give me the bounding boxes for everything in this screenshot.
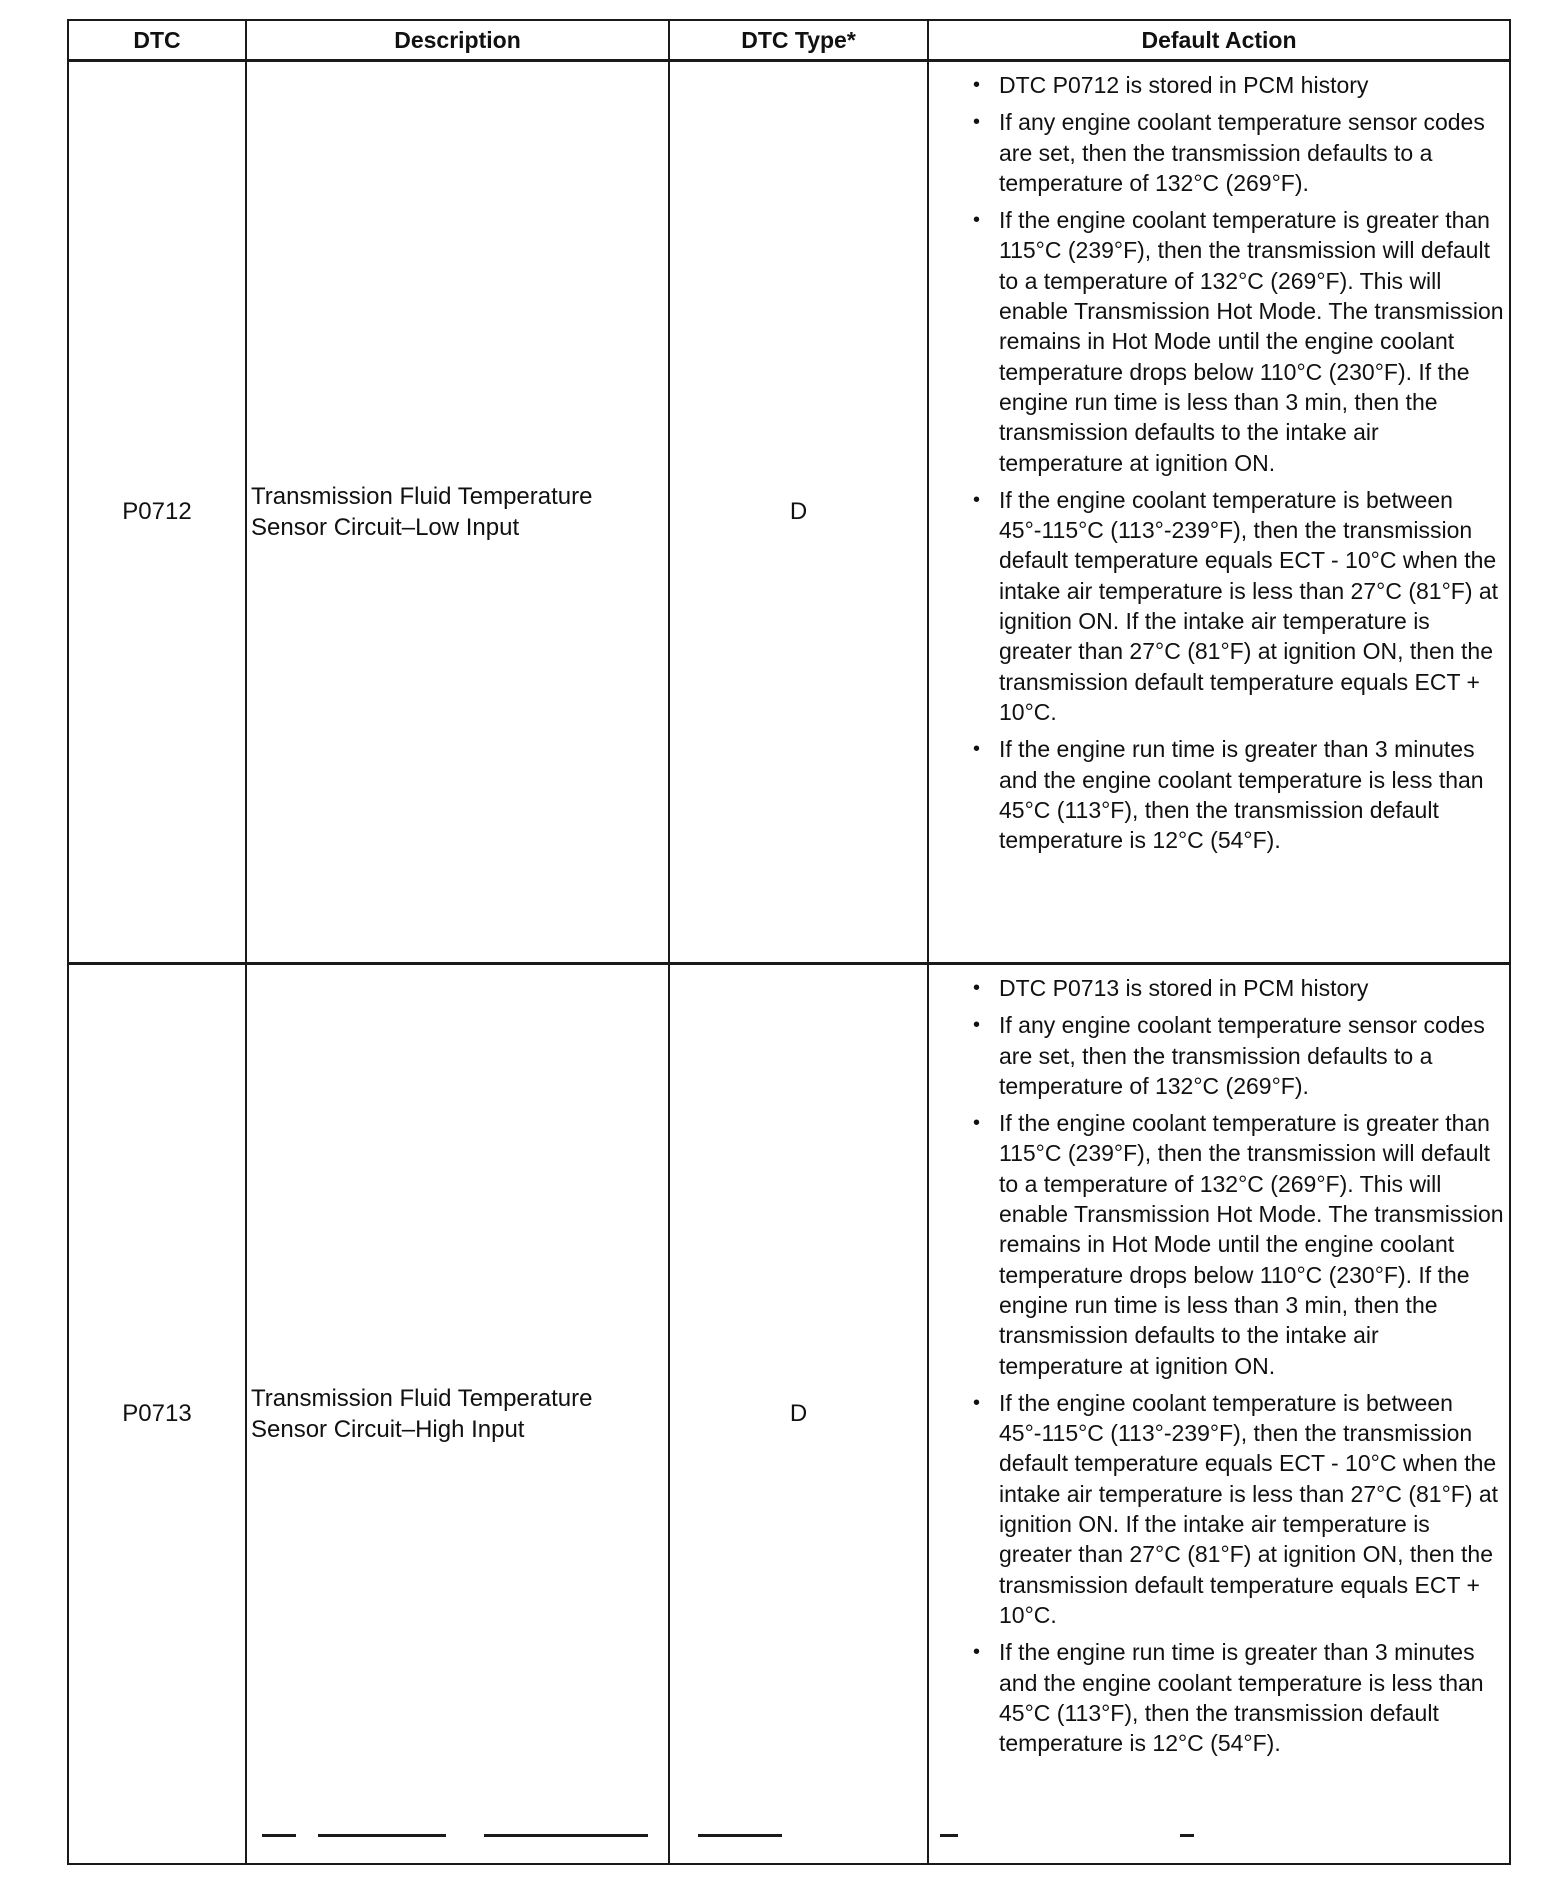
scan-dash-mark bbox=[262, 1834, 296, 1837]
header-default-action: Default Action bbox=[928, 20, 1510, 61]
list-item bbox=[929, 485, 1505, 727]
default-action-cell bbox=[928, 61, 1510, 964]
header-dtc-type: DTC Type* bbox=[669, 20, 928, 61]
bullet-icon: • bbox=[973, 111, 981, 134]
list-item bbox=[929, 107, 1505, 198]
bullet-icon: • bbox=[973, 738, 981, 761]
scan-dash-mark bbox=[318, 1834, 446, 1837]
bullet-icon: • bbox=[973, 977, 981, 999]
scan-dash-mark bbox=[698, 1834, 782, 1837]
bullet-icon: • bbox=[973, 1641, 981, 1664]
action-text: DTC P0712 is stored in PCM history bbox=[999, 72, 1369, 98]
header-description: Description bbox=[246, 20, 669, 61]
list-item bbox=[929, 1108, 1505, 1381]
action-text: If the engine coolant temperature is between 45°-115°C (113°-239°F), then the transmission default temperature equals ECT - 10°C when the intake air temperature is less than 27°C (81°F) at ignition ON. If the intake air temperature is greater than 27°C (81°F) at ignition ON, then the transmission default temperature equals ECT + 10°C. bbox=[999, 1389, 1499, 1628]
action-text: If the engine coolant temperature is between 45°-115°C (113°-239°F), then the transmission default temperature equals ECT - 10°C when the intake air temperature is less than 27°C (81°F) at ignition ON. If the intake air temperature is greater than 27°C (81°F) at ignition ON, then the transmission default temperature equals ECT + 10°C. bbox=[999, 486, 1499, 725]
list-item bbox=[929, 1637, 1505, 1758]
scan-dash-mark bbox=[484, 1834, 648, 1837]
bullet-icon: • bbox=[973, 1391, 981, 1414]
action-text: If the engine run time is greater than 3 minutes and the engine coolant temperature is less than 45°C (113°F), then the transmission default temperature is 12°C (54°F). bbox=[999, 736, 1484, 854]
bullet-icon: • bbox=[973, 74, 981, 96]
table-body bbox=[68, 61, 1510, 1865]
table-row bbox=[68, 964, 1510, 1865]
dtc-code: P0713 bbox=[68, 964, 246, 1865]
default-action-list bbox=[929, 70, 1505, 855]
action-text: If the engine coolant temperature is greater than 115°C (239°F), then the transmission will default to a temperature of 132°C (269°F). This will enable Transmission Hot Mode. The transmission remains in Hot Mode until the engine coolant temperature drops below 110°C (230°F). If the engine run time is less than 3 min, then the transmission defaults to the intake air temperature at ignition ON. bbox=[999, 207, 1504, 476]
bullet-icon: • bbox=[973, 488, 981, 511]
list-item bbox=[929, 205, 1505, 478]
dtc-type: D bbox=[669, 964, 928, 1865]
action-text: If any engine coolant temperature sensor codes are set, then the transmission defaults to a temperature of 132°C (269°F). bbox=[999, 109, 1485, 196]
table-row bbox=[68, 61, 1510, 964]
list-item bbox=[929, 1388, 1505, 1630]
action-text: If any engine coolant temperature sensor codes are set, then the transmission defaults to a temperature of 132°C (269°F). bbox=[999, 1012, 1485, 1099]
dtc-table bbox=[67, 19, 1511, 1865]
list-item bbox=[929, 973, 1505, 1003]
bullet-icon: • bbox=[973, 209, 981, 232]
bullet-icon: • bbox=[973, 1112, 981, 1135]
header-dtc: DTC bbox=[68, 20, 246, 61]
table-header bbox=[68, 20, 1510, 61]
scan-dash-mark bbox=[1180, 1834, 1194, 1837]
dtc-code: P0712 bbox=[68, 61, 246, 964]
action-text: If the engine run time is greater than 3 minutes and the engine coolant temperature is less than 45°C (113°F), then the transmission default temperature is 12°C (54°F). bbox=[999, 1639, 1484, 1757]
action-text: If the engine coolant temperature is greater than 115°C (239°F), then the transmission will default to a temperature of 132°C (269°F). This will enable Transmission Hot Mode. The transmission remains in Hot Mode until the engine coolant temperature drops below 110°C (230°F). If the engine run time is less than 3 min, then the transmission defaults to the intake air temperature at ignition ON. bbox=[999, 1110, 1504, 1379]
dtc-type: D bbox=[669, 61, 928, 964]
default-action-list bbox=[929, 973, 1505, 1758]
dtc-description: Transmission Fluid Temperature Sensor Circuit–High Input bbox=[246, 964, 669, 1865]
scan-dash-mark bbox=[940, 1834, 958, 1837]
list-item bbox=[929, 70, 1505, 100]
action-text: DTC P0713 is stored in PCM history bbox=[999, 975, 1369, 1001]
header-row bbox=[68, 20, 1510, 61]
default-action-cell bbox=[928, 964, 1510, 1865]
dtc-description: Transmission Fluid Temperature Sensor Circuit–Low Input bbox=[246, 61, 669, 964]
bullet-icon: • bbox=[973, 1014, 981, 1037]
list-item bbox=[929, 1010, 1505, 1101]
list-item bbox=[929, 734, 1505, 855]
